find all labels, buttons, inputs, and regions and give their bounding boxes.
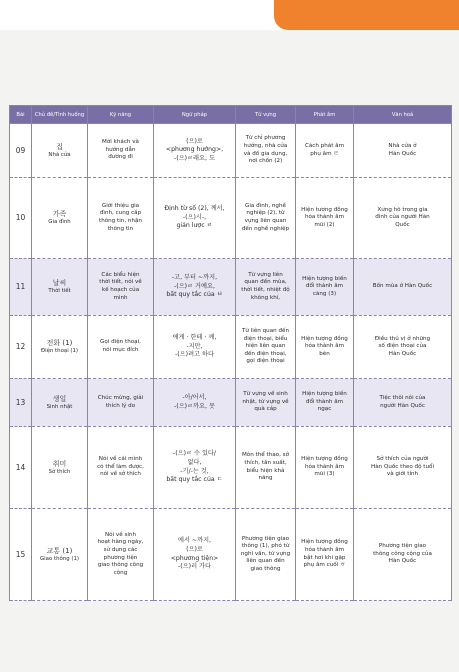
table-row <box>10 509 452 601</box>
topic-vietnamese: Sở thích <box>48 468 71 475</box>
lesson-number: 15 <box>10 509 32 601</box>
header-culture: Văn hoá <box>354 106 452 124</box>
lesson-number: 14 <box>10 427 32 509</box>
curriculum-table-wrapper <box>9 105 451 601</box>
lesson-number: 12 <box>10 316 32 379</box>
table-row <box>10 124 452 178</box>
lesson-number: 11 <box>10 259 32 316</box>
pronunciation-cell: Hiện tượng đồng hóa thành âm mũi (2) <box>296 178 354 259</box>
culture-cell: Sở thích của người Hàn Quốc theo độ tuổi và giới tính <box>354 427 452 509</box>
topic-vietnamese: Điện thoại (1) <box>40 348 79 354</box>
grammar-cell: 에서 ~까지, (으)로 <phương tiện> -(으)러 가다 <box>154 509 236 601</box>
header-skill: Kỹ năng <box>88 106 154 124</box>
grammar-cell: Định từ số (2), 께서, -(으)시-, giản lược ㄹ <box>154 178 236 259</box>
skill-cell: Giới thiệu gia đình, cung cấp thông tin, nhận thông tin <box>88 178 154 259</box>
pronunciation-cell: Hiện tượng đồng hóa thành âm mũi (3) <box>296 427 354 509</box>
grammar-cell: 에게 · 한테 · 께, -지만, -(으)려고 하다 <box>154 316 236 379</box>
skill-cell: Các biểu hiện thời tiết, nói về kế hoạch của mình <box>88 259 154 316</box>
grammar-cell: -(으)ㄹ 수 있다/ 없다, -기/-는 것, bất quy tắc của ㄷ <box>154 427 236 509</box>
topic-cell <box>32 259 88 316</box>
curriculum-table <box>9 105 452 601</box>
grammar-cell: -고, 부터 ~까지, -(으)ㄹ 거예요, bất quy tắc của ㅂ <box>154 259 236 316</box>
table-row <box>10 427 452 509</box>
table-row <box>10 316 452 379</box>
culture-cell: Phương tiện giao thông công cộng của Hàn Quốc <box>354 509 452 601</box>
vocab-cell: Môn thể thao, sở thích, tần suất, biểu hiện khả năng <box>236 427 296 509</box>
topic-vietnamese: Gia đình <box>48 219 71 225</box>
topic-korean: 날씨 <box>52 279 67 287</box>
topic-cell <box>32 178 88 259</box>
grammar-cell: (으)로 <phương hướng>, -(으)ㄹ래요, 도 <box>154 124 236 178</box>
vocab-cell: Từ vựng về sinh nhật, từ vựng về quà cáp <box>236 379 296 427</box>
table-row <box>10 178 452 259</box>
topic-vietnamese: Nhà cửa <box>48 151 71 158</box>
skill-cell: Chúc mừng, giải thích lý do <box>88 379 154 427</box>
vocab-cell: Từ vựng liên quan đến mùa, thời tiết, nhiệt độ không khí, <box>236 259 296 316</box>
topic-korean: 취미 <box>52 459 67 468</box>
topic-cell <box>32 316 88 379</box>
topic-cell <box>32 379 88 427</box>
vocab-cell: Từ chỉ phương hướng, nhà cửa và đồ gia dụng, nơi chốn (2) <box>236 124 296 178</box>
header-lesson: Bài <box>10 106 32 124</box>
topic-korean: 전화 (1) <box>46 339 73 347</box>
topic-vietnamese: Sinh nhật <box>46 403 73 410</box>
culture-cell: Bốn mùa ở Hàn Quốc <box>354 259 452 316</box>
page-top-bar <box>0 0 459 30</box>
table-row <box>10 379 452 427</box>
topic-vietnamese: Thời tiết <box>48 288 71 294</box>
pronunciation-cell: Hiện tượng đồng hóa thành âm bên <box>296 316 354 379</box>
header-vocab: Từ vựng <box>236 106 296 124</box>
culture-cell: Nhà cửa ở Hàn Quốc <box>354 124 452 178</box>
lesson-number: 09 <box>10 124 32 178</box>
header-grammar: Ngữ pháp <box>154 106 236 124</box>
header-pronunciation: Phát âm <box>296 106 354 124</box>
topic-korean: 생일 <box>52 394 67 403</box>
lesson-number: 10 <box>10 178 32 259</box>
pronunciation-cell: Cách phát âm phụ âm ㄹ <box>296 124 354 178</box>
culture-cell: Điều thú vị ở những số điện thoại của Hàn Quốc <box>354 316 452 379</box>
topic-korean: 가족 <box>52 210 67 218</box>
pronunciation-cell: Hiện tượng đồng hóa thành âm bật hơi khi gặp phụ âm cuối ㅎ <box>296 509 354 601</box>
lesson-number: 13 <box>10 379 32 427</box>
grammar-cell: -아/어서, -(으)ㄹ까요, 못 <box>154 379 236 427</box>
vocab-cell: Từ liên quan đến điện thoại, biểu hiện liên quan đến điện thoại, gọi điện thoại <box>236 316 296 379</box>
pronunciation-cell: Hiện tượng biến đổi thành âm ngạc <box>296 379 354 427</box>
skill-cell: Gọi điện thoại, nói mục đích <box>88 316 154 379</box>
topic-korean: 집 <box>56 142 63 151</box>
table-row <box>10 259 452 316</box>
culture-cell: Tiệc thôi nôi của người Hàn Quốc <box>354 379 452 427</box>
skill-cell: Mời khách và hướng dẫn đường đi <box>88 124 154 178</box>
topic-cell <box>32 124 88 178</box>
topic-korean: 교통 (1) <box>46 546 73 555</box>
skill-cell: Nói về sinh hoạt hàng ngày, sử dụng các phương tiện giao thông công cộng <box>88 509 154 601</box>
pronunciation-cell: Hiện tượng biến đổi thành âm căng (3) <box>296 259 354 316</box>
vocab-cell: Phương tiện giao thông (1), phó từ nghi vấn, từ vựng liên quan đến giao thông <box>236 509 296 601</box>
skill-cell: Nói về cái mình có thể làm được, nói về sở thích <box>88 427 154 509</box>
header-row <box>10 106 452 124</box>
topic-cell <box>32 509 88 601</box>
header-topic: Chủ đề/Tình huống <box>32 106 88 124</box>
vocab-cell: Gia đình, nghề nghiệp (2), từ vựng liên quan đến nghề nghiệp <box>236 178 296 259</box>
culture-cell: Xưng hô trong gia đình của người Hàn Quốc <box>354 178 452 259</box>
orange-header-tab <box>274 0 459 30</box>
topic-vietnamese: Giao thông (1) <box>39 555 79 562</box>
topic-cell <box>32 427 88 509</box>
